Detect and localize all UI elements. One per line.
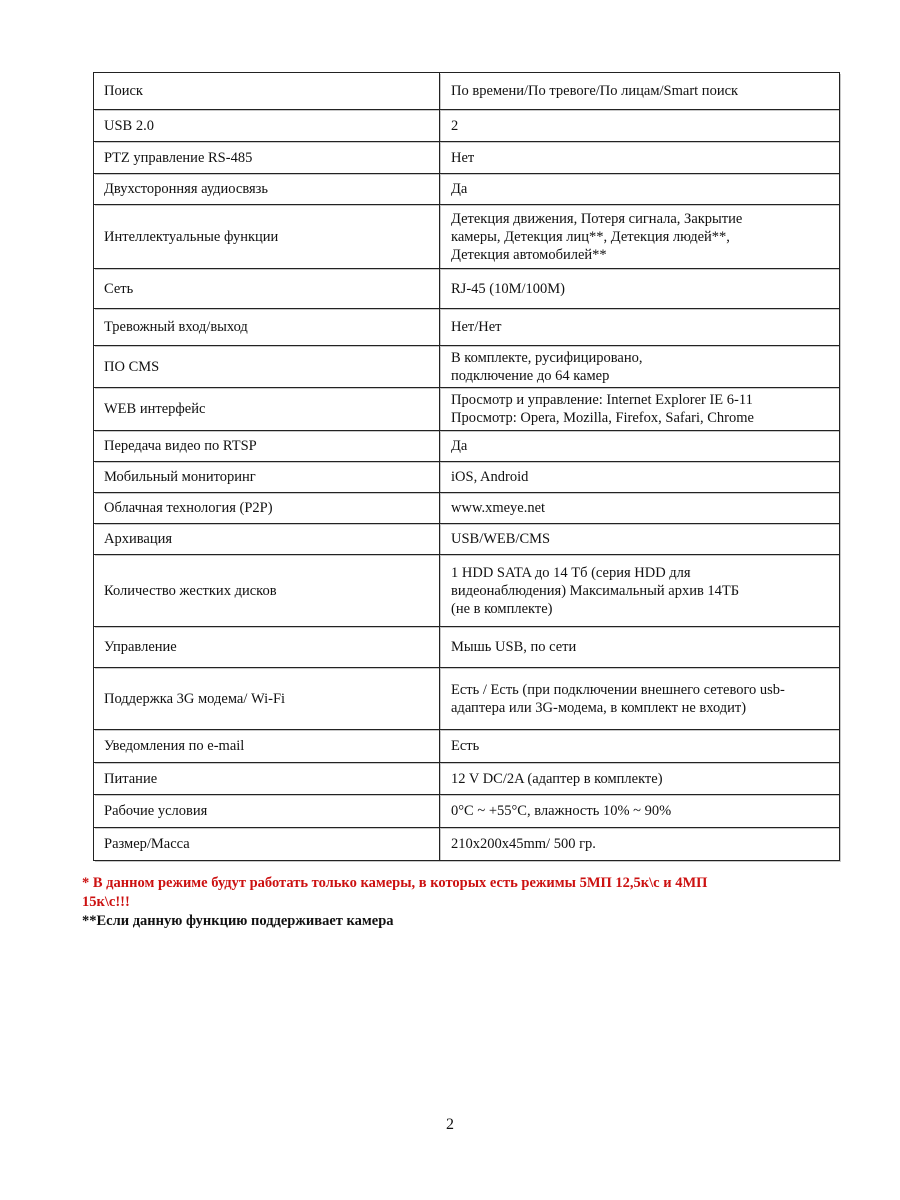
spec-value-line: 1 HDD SATA до 14 Тб (серия HDD для — [451, 564, 691, 581]
footnotes — [82, 874, 802, 931]
table-row — [94, 388, 840, 431]
spec-value — [440, 555, 840, 627]
spec-value — [440, 346, 840, 388]
spec-label: Сеть — [94, 269, 440, 309]
spec-label: Рабочие условия — [94, 795, 440, 828]
spec-value-line: По времени/По тревоге/По лицам/Smart поиск — [451, 83, 739, 99]
table-row — [94, 73, 840, 110]
spec-value — [440, 431, 840, 462]
table-row — [94, 795, 840, 828]
spec-label: Поддержка 3G модема/ Wi-Fi — [94, 668, 440, 730]
spec-label: Мобильный мониторинг — [94, 462, 440, 493]
spec-value — [440, 73, 840, 110]
spec-value — [440, 493, 840, 524]
spec-label: Питание — [94, 763, 440, 795]
spec-label: USB 2.0 — [94, 110, 440, 142]
spec-value-line: 210х200х45mm/ 500 гр. — [451, 836, 596, 852]
specifications-table-body — [94, 73, 840, 861]
spec-value — [440, 462, 840, 493]
spec-value-line: 12 V DC/2A (адаптер в комплекте) — [451, 770, 663, 787]
spec-value-line: Есть / Есть (при подключении внешнего сетевого usb- — [451, 681, 785, 698]
spec-label: Архивация — [94, 524, 440, 555]
spec-value — [440, 309, 840, 346]
footnote-camera-modes — [82, 874, 802, 912]
spec-label: Поиск — [94, 73, 440, 110]
spec-label: WEB интерфейс — [94, 388, 440, 431]
spec-label: Уведомления по e-mail — [94, 730, 440, 763]
spec-value — [440, 668, 840, 730]
spec-value — [440, 828, 840, 861]
spec-value-line: Мышь USB, по сети — [451, 639, 577, 655]
spec-value-line: RJ-45 (10M/100M) — [451, 280, 565, 297]
specifications-table — [93, 72, 840, 861]
footnote-line: * В данном режиме будут работать только камеры, в которых есть режимы 5МП 12,5к\с и 4МП — [82, 875, 708, 891]
table-row — [94, 462, 840, 493]
spec-label: ПО CMS — [94, 346, 440, 388]
spec-value — [440, 627, 840, 668]
spec-value-line: камеры, Детекция лиц**, Детекция людей**, — [451, 228, 730, 245]
spec-value-line: Просмотр и управление: Internet Explorer IE 6-11 — [451, 392, 753, 408]
spec-label: Интеллектуальные функции — [94, 205, 440, 269]
table-row — [94, 627, 840, 668]
table-row — [94, 205, 840, 269]
spec-value-line: Детекция автомобилей** — [451, 246, 607, 263]
table-row — [94, 431, 840, 462]
spec-value-line: www.xmeye.net — [451, 500, 546, 516]
table-row — [94, 309, 840, 346]
spec-value — [440, 110, 840, 142]
spec-value — [440, 763, 840, 795]
spec-label: Передача видео по RTSP — [94, 431, 440, 462]
spec-value-line: адаптера или 3G-модема, в комплект не входит) — [451, 699, 747, 716]
table-row — [94, 142, 840, 174]
spec-value-line: Нет — [451, 149, 475, 166]
spec-value-line: В комплекте, русифицировано, — [451, 349, 643, 366]
spec-value-line: USB/WEB/CMS — [451, 531, 551, 547]
spec-value-line: Да — [451, 438, 468, 454]
spec-label: Двухсторонняя аудиосвязь — [94, 174, 440, 205]
spec-value-line: Нет/Нет — [451, 319, 502, 335]
table-row — [94, 668, 840, 730]
table-row — [94, 555, 840, 627]
table-row — [94, 346, 840, 388]
table-row — [94, 730, 840, 763]
footnote-line: 15к\с!!! — [82, 894, 130, 910]
table-row — [94, 174, 840, 205]
spec-value-line: Детекция движения, Потеря сигнала, Закрытие — [451, 210, 743, 227]
spec-value-line: подключение до 64 камер — [451, 367, 610, 384]
spec-label: Управление — [94, 627, 440, 668]
table-row — [94, 524, 840, 555]
spec-label: PTZ управление RS-485 — [94, 142, 440, 174]
spec-value-line: Да — [451, 181, 468, 197]
spec-value — [440, 730, 840, 763]
table-row — [94, 269, 840, 309]
spec-value-line: Просмотр: Opera, Mozilla, Firefox, Safari, Chrome — [451, 410, 754, 426]
spec-label: Размер/Масса — [94, 828, 440, 861]
spec-value — [440, 205, 840, 269]
spec-value-line: Есть — [451, 738, 480, 754]
footnote-camera-support: **Если данную функцию поддерживает камера — [82, 913, 394, 929]
spec-value-line: 2 — [451, 117, 459, 134]
spec-value — [440, 524, 840, 555]
table-row — [94, 763, 840, 795]
spec-value-line: (не в комплекте) — [451, 600, 553, 617]
spec-label: Количество жестких дисков — [94, 555, 440, 627]
table-row — [94, 493, 840, 524]
spec-value — [440, 795, 840, 828]
spec-value-line: 0°C ~ +55°C, влажность 10% ~ 90% — [451, 803, 672, 819]
spec-value-line: iOS, Android — [451, 469, 529, 485]
page-number: 2 — [446, 1116, 454, 1133]
spec-label: Облачная технология (P2P) — [94, 493, 440, 524]
spec-value-line: видеонаблюдения) Максимальный архив 14ТБ — [451, 582, 740, 599]
spec-value — [440, 269, 840, 309]
table-row — [94, 110, 840, 142]
spec-label: Тревожный вход/выход — [94, 309, 440, 346]
table-row — [94, 828, 840, 861]
spec-value — [440, 174, 840, 205]
spec-value — [440, 388, 840, 431]
spec-value — [440, 142, 840, 174]
